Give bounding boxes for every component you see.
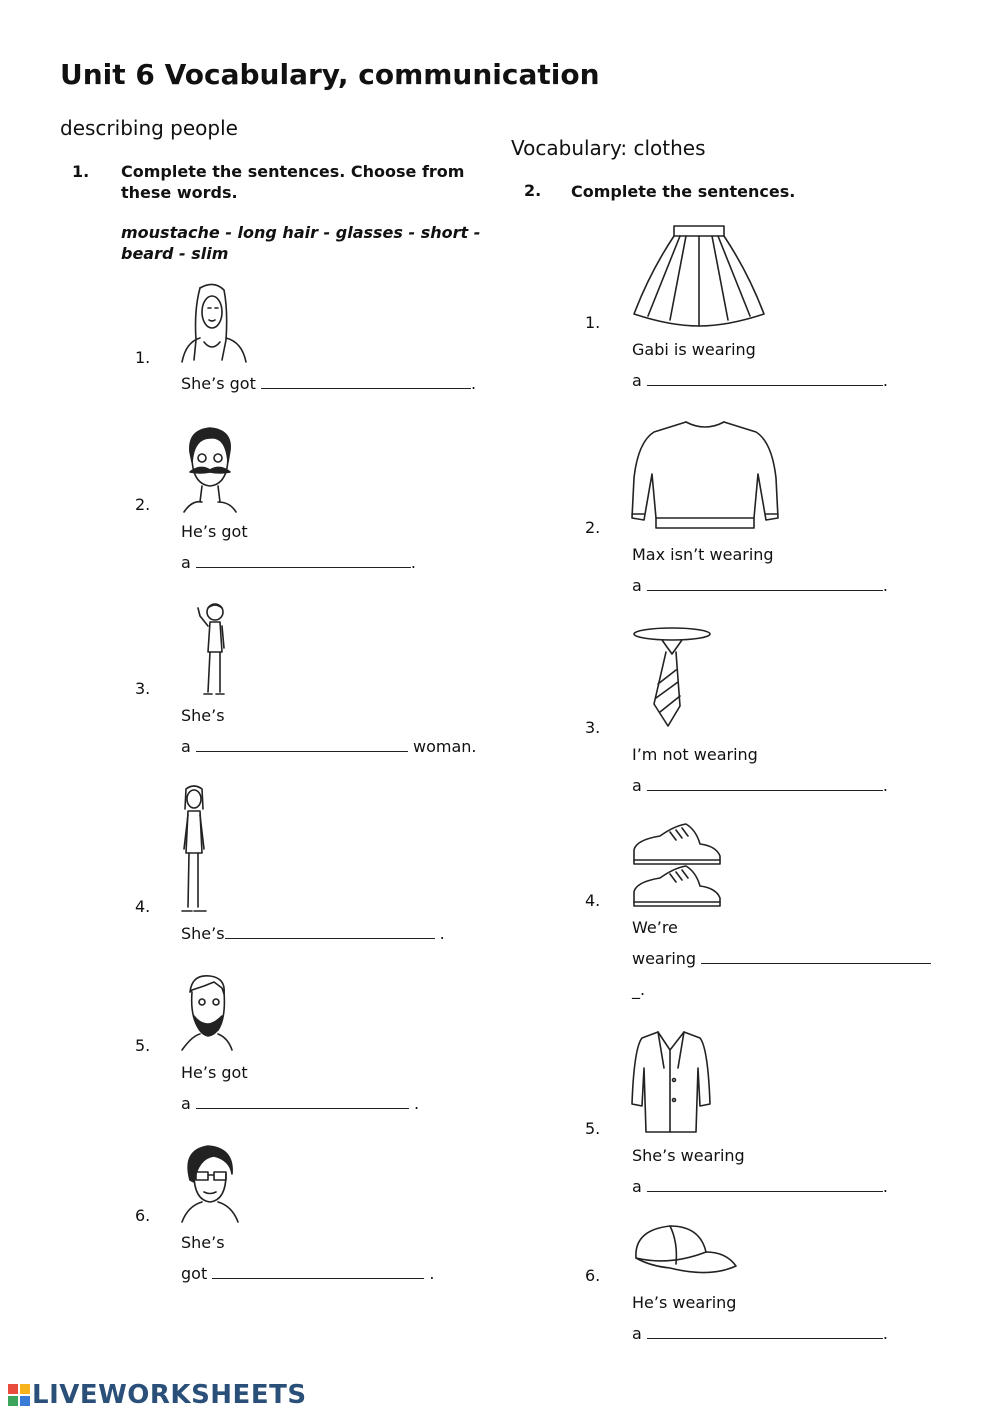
answer-input-1-2[interactable] — [196, 555, 411, 571]
left-item-1-sentence: She’s got . — [181, 374, 477, 393]
answer-blank[interactable] — [647, 1177, 883, 1192]
left-item-6-line2: got . — [181, 1264, 435, 1283]
exercise-2-instruction: Complete the sentences. — [571, 182, 796, 201]
answer-blank[interactable] — [212, 1264, 424, 1279]
answer-blank[interactable] — [647, 1324, 883, 1339]
right-item-2-line2: a . — [632, 576, 888, 595]
right-item-4-line1: We’re — [632, 918, 678, 937]
right-item-4-line2: wearing — [632, 949, 931, 968]
answer-blank[interactable] — [701, 949, 931, 964]
answer-blank[interactable] — [261, 374, 471, 389]
answer-input-1-1[interactable] — [261, 376, 471, 392]
left-item-2-line2: a . — [181, 553, 416, 572]
exercise-1-number: 1. — [72, 162, 90, 181]
right-item-4-end: _. — [632, 980, 646, 999]
slim-woman-icon — [176, 783, 212, 915]
left-item-5-line1: He’s got — [181, 1063, 248, 1082]
left-item-number: 1. — [135, 348, 151, 367]
right-item-6-line1: He’s wearing — [632, 1293, 737, 1312]
right-item-number: 4. — [585, 891, 601, 910]
answer-input-1-4[interactable] — [225, 926, 435, 942]
answer-blank[interactable] — [225, 924, 435, 939]
answer-blank[interactable] — [647, 371, 883, 386]
right-item-number: 2. — [585, 518, 601, 537]
tie-icon — [630, 624, 714, 734]
cap-icon — [630, 1222, 740, 1282]
right-item-number: 3. — [585, 718, 601, 737]
left-item-6-line1: She’s — [181, 1233, 225, 1252]
left-item-3-line2: a woman. — [181, 737, 477, 756]
short-woman-icon — [196, 600, 230, 698]
answer-input-2-4[interactable] — [701, 951, 931, 967]
right-item-1-line1: Gabi is wearing — [632, 340, 756, 359]
right-item-5-line2: a . — [632, 1177, 888, 1196]
right-item-1-line2: a . — [632, 371, 888, 390]
left-subheading: describing people — [60, 116, 238, 140]
liveworksheets-logo-icon — [8, 1384, 30, 1406]
answer-blank[interactable] — [647, 576, 883, 591]
answer-blank[interactable] — [196, 553, 411, 568]
trainers-icon — [630, 822, 726, 910]
left-item-number: 4. — [135, 897, 151, 916]
right-item-number: 6. — [585, 1266, 601, 1285]
right-item-3-line1: I’m not wearing — [632, 745, 758, 764]
exercise-1-instruction: Complete the sentences. Choose from these words. — [121, 162, 465, 202]
footer-brand: LIVEWORKSHEETS — [32, 1380, 307, 1410]
answer-input-2-6[interactable] — [647, 1326, 883, 1342]
right-item-number: 1. — [585, 313, 601, 332]
left-item-number: 2. — [135, 495, 151, 514]
woman-long-hair-icon — [178, 280, 250, 366]
right-item-2-line1: Max isn’t wearing — [632, 545, 774, 564]
left-item-5-line2: a . — [181, 1094, 420, 1113]
answer-blank[interactable] — [196, 1094, 409, 1109]
answer-input-2-5[interactable] — [647, 1179, 883, 1195]
coat-icon — [630, 1028, 712, 1140]
right-item-5-line1: She’s wearing — [632, 1146, 745, 1165]
answer-input-1-3[interactable] — [196, 739, 408, 755]
left-item-3-line1: She’s — [181, 706, 225, 725]
left-item-number: 3. — [135, 679, 151, 698]
answer-blank[interactable] — [196, 737, 408, 752]
answer-input-2-3[interactable] — [647, 778, 883, 794]
man-moustache-icon — [176, 422, 242, 514]
skirt-icon — [630, 222, 768, 330]
answer-input-2-1[interactable] — [647, 373, 883, 389]
left-item-number: 5. — [135, 1036, 151, 1055]
right-item-6-line2: a . — [632, 1324, 888, 1343]
exercise-2-number: 2. — [524, 181, 542, 200]
answer-input-2-2[interactable] — [647, 578, 883, 594]
right-item-number: 5. — [585, 1119, 601, 1138]
right-subheading: Vocabulary: clothes — [511, 136, 706, 160]
word-bank: moustache - long hair - glasses - short - beard - slim — [121, 223, 481, 263]
woman-glasses-icon — [178, 1140, 242, 1224]
right-item-3-line2: a . — [632, 776, 888, 795]
left-item-2-line1: He’s got — [181, 522, 248, 541]
jumper-icon — [630, 418, 780, 530]
man-beard-icon — [178, 972, 236, 1054]
answer-input-1-6[interactable] — [212, 1266, 424, 1282]
answer-blank[interactable] — [647, 776, 883, 791]
page-title: Unit 6 Vocabulary, communication — [60, 58, 600, 91]
answer-input-1-5[interactable] — [196, 1096, 409, 1112]
left-item-4-sentence: She’s . — [181, 924, 445, 943]
left-item-number: 6. — [135, 1206, 151, 1225]
